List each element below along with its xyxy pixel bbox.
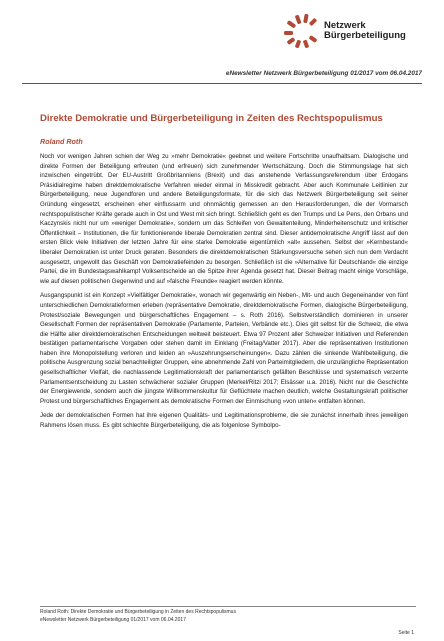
paragraph: Ausgangspunkt ist ein Konzept »Vielfältiger Demokratie«, wonach wir gegenwärtig ein Neben-, Mit- und auch Gegeneinander von fünf unterschiedlichen Demokratieformen erleben (repräsentative Demokratie, direktdemokratische Formen, dialogische Bürgerbeteiligung, Protest/soziale Bewegungen und bürgerschaftliches Engagement – s. Roth 2016). Selbstverständlich dominieren in unserer Gesellschaft Formen der repräsentativen Demokratie (Parlamente, Parteien, Verbände etc.). Dies gilt selbst für die Schweiz, die etwa die Hälfte aller direktdemokratischen Entscheidungen weltweit beisteuert. Etwa 97 Prozent aller Schweizer Initiativen und Referenden bestätigen parlamentarische Vorgaben oder stehen damit im Einklang (Freitag/Vatter 2017). Aber die repräsentativen Institutionen haben ihre Monopolstellung verloren und leiden an »Auszehrungserscheinungen«. Dazu zählen die sinkende Wahlbeteiligung, die politische Ausgrenzung sozial benachteiligter Gruppen, eine abnehmende Zahl von Parteimitgliedern, die unzulängliche Repräsentation gesellschaftlicher Vielfalt, die nachlassende Legitimationskraft der parlamentarisch gefällten Beschlüsse und systematisch verzerrte Parlamentsentscheidung zu Lasten schwächerer sozialer Gruppen (Merkel/Ritzi 2017; Elsässer u.a. 2016). Nicht nur die Geschichte der Energiewende, sondern auch die jüngste Willkommenskultur für Geflüchtete machen deutlich, welche Gestaltungskraft politischer Protest und bürgerschaftliches Engagement als demokratische Formen der Einmischung »von unten« entfalten können. (40, 292, 408, 405)
paragraph: Noch vor wenigen Jahren schien der Weg zu »mehr Demokratie« geebnet und weitere Fortschritte unaufhaltsam. Dialogische und direkte Formen der Beteiligung erfreuten (und erfreuen) sich zunehmender Wertschätzung. Doch die Stimmungslage hat sich inzwischen eingetrübt. Der EU-Austritt Großbritanniens (Brexit) und das anstehende Verfassungsreferendum über Erdogans Präsidialregime haben direktdemokratische Verfahren wieder einmal in Misskredit gebracht. Aber auch Kommunale Leitlinien zur Bürgerbeteiligung, neue Jugendforen und andere Beteiligungsformate, für die sich das Netzwerk Bürgerbeteiligung seit seiner Gründung eingesetzt, erscheinen eher einflussarm und ohnmächtig gemessen an den Herausforderungen, die der Vormarsch rechtspopulistischer Kräfte gerade auch in Ost und West mit sich bringt. Schließlich geht es den Trumps und Le Pens, den Orbans und Kaczynskis nicht nur um »weniger Demokratie«, sondern um das Schleifen von Gewaltenteilung, Minderheitenschutz und kritischer Öffentlichkeit – Institutionen, die für funktionierende liberale Demokratien zentral sind. Dieser antidemokratische Angriff lässt auf den ersten Blick viele Initiativen der letzten Jahre für eine starke Demokratie eigentümlich »alt« aussehen. Selbst der »Kernbestand« liberaler Demokratien ist unter Druck geraten. Besonders die direktdemokratischen Stärkungsversuche sehen sich nun dem Verdacht ausgesetzt, ungewollt das Geschäft von Demokratiefeinden zu besorgen. Schließlich ist die »Alternative für Deutschland« die einzige Partei, die im Bundestagswahlkampf Volksentscheide an die Spitze ihrer Agenda gesetzt hat. Dieser Beitrag macht einige Vorschläge, wie auf diesen politischen Gegenwind und auf »falsche Freunde« reagiert werden könnte. (40, 153, 408, 285)
paragraph: Jede der demokratischen Formen hat ihre eigenen Qualitäts- und Legitimationsprobleme, die sie zunächst innerhalb ihres jeweiligen Rahmens lösen muss. Es gibt schlechte Bürgerbeteiligung, die als folgenlose Symbolpo- (40, 412, 408, 430)
logo-circle-icon (282, 12, 322, 50)
article-title: Direkte Demokratie und Bürgerbeteiligung in Zeiten des Rechtspopulismus (40, 113, 383, 124)
article-author: Roland Roth (40, 137, 83, 146)
footer-divider (40, 606, 416, 607)
logo-wordmark (324, 21, 406, 41)
footer-citation: Roland Roth: Direkte Demokratie und Bürgerbeteiligung in Zeiten des Rechtspopulismus (40, 609, 236, 615)
header-divider (22, 83, 422, 84)
article-body (40, 152, 408, 436)
footer-issue: eNewsletter Netzwerk Bürgerbeteiligung 01/2017 vom 06.04.2017 (40, 616, 186, 623)
newsletter-issue-label: eNewsletter Netzwerk Bürgerbeteiligung 01/2017 vom 06.04.2017 (225, 70, 422, 77)
network-logo (282, 12, 432, 50)
page-number: Seite 1 (398, 630, 414, 636)
logo-line-1: Netzwerk (324, 20, 366, 31)
logo-line-2: Bürgerbeteiligung (324, 30, 406, 41)
page-footer (40, 609, 236, 624)
